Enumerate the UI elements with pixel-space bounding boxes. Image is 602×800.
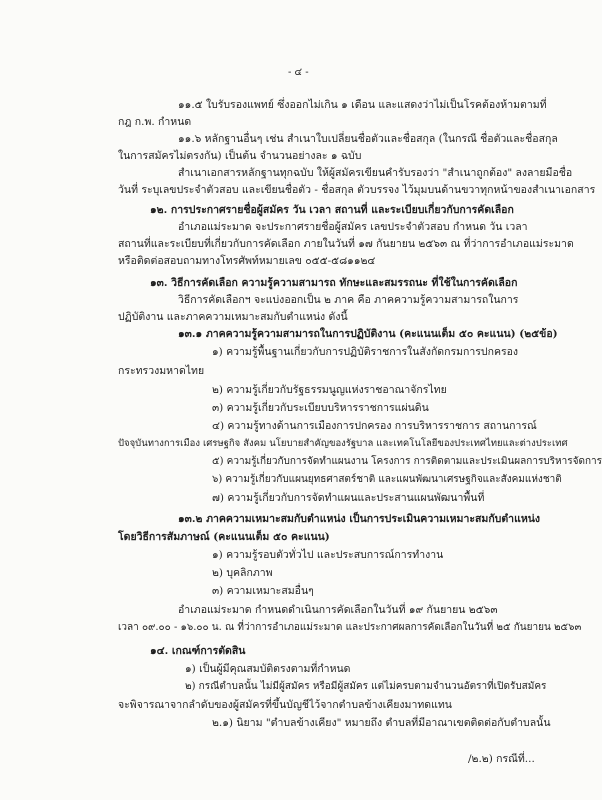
section-12-body-line1: อำเภอแม่ระมาด จะประกาศรายชื่อผู้สมัคร เลขประจำตัวสอบ กำหนด วัน เวลา bbox=[178, 221, 528, 233]
part-13-2-heading-cont: โดยวิธีการสัมภาษณ์ (คะแนนเต็ม ๕๐ คะแนน) bbox=[118, 531, 330, 543]
item-11-5-line2: กฎ ก.พ. กำหนด bbox=[118, 116, 192, 128]
continuation-note: /๒.๒) กรณีที่... bbox=[468, 753, 535, 765]
item-11-5-line1: ๑๑.๕ ใบรับรองแพทย์ ซึ่งออกไม่เกิน ๑ เดือน และแสดงว่าไม่เป็นโรคต้องห้ามตามที่ bbox=[178, 99, 547, 111]
section-13-heading: ๑๓. วิธีการคัดเลือก ความรู้ความสามารถ ทักษะและสมรรถนะ ที่ใช้ในการคัดเลือก bbox=[150, 277, 518, 289]
part-13-2-item-3: ๓) ความเหมาะสมอื่นๆ bbox=[212, 585, 314, 597]
part-13-1-item-4: ๔) ความรู้ทางด้านการเมืองการปกครอง การบริหารราชการ สถานการณ์ bbox=[212, 420, 537, 432]
section-14-item-2-cont: จะพิจารณาจากลำดับของผู้สมัครที่ขึ้นบัญชีไว้จากตำบลข้างเคียงมาทดแทน bbox=[118, 699, 452, 711]
part-13-1-item-2: ๒) ความรู้เกี่ยวกับรัฐธรรมนูญแห่งราชอาณาจักรไทย bbox=[212, 384, 447, 396]
item-11-6-line2: ในการสมัครไม่ตรงกัน) เป็นต้น จำนวนอย่างละ ๑ ฉบับ bbox=[118, 150, 362, 162]
section-14-heading: ๑๔. เกณฑ์การตัดสิน bbox=[150, 645, 246, 657]
part-13-1-item-7: ๗) ความรู้เกี่ยวกับการจัดทำแผนและประสานแผนพัฒนาพื้นที่ bbox=[212, 492, 485, 504]
part-13-1-item-5: ๕) ความรู้เกี่ยวกับการจัดทำแผนงาน โครงการ การติดตามและประเมินผลการบริหารจัดการ bbox=[212, 456, 602, 467]
section-14-item-2-1: ๒.๑) นิยาม "ตำบลข้างเคียง" หมายถึง ตำบลที่มีอาณาเขตติดต่อกับตำบลนั้น bbox=[212, 717, 551, 729]
section-14-item-2: ๒) กรณีตำบลนั้น ไม่มีผู้สมัคร หรือมีผู้สมัคร แต่ไม่ครบตามจำนวนอัตราที่เปิดรับสมัคร bbox=[185, 681, 547, 692]
part-13-1-item-1-cont: กระทรวงมหาดไทย bbox=[118, 365, 205, 377]
section-13-intro-line2: ปฏิบัติงาน และภาคความเหมาะสมกับตำแหน่ง ดังนี้ bbox=[118, 311, 348, 323]
section-14-item-1: ๑) เป็นผู้มีคุณสมบัติตรงตามที่กำหนด bbox=[185, 663, 351, 675]
part-13-1-item-4-cont: ปัจจุบันทางการเมือง เศรษฐกิจ สังคม นโยบายสำคัญของรัฐบาล และเทคโนโลยีของประเทศไทยและต่างประเทศ bbox=[118, 438, 568, 449]
section-13-intro-line1: วิธีการคัดเลือกฯ จะแบ่งออกเป็น ๒ ภาค คือ ภาคความรู้ความสามารถในการ bbox=[178, 294, 519, 306]
section-12-body-line2: สถานที่และระเบียบที่เกี่ยวกับการคัดเลือก ภายในวันที่ ๑๗ กันยายน ๒๕๖๓ ณ ที่ว่าการอำเภอแม่ระมาด bbox=[118, 238, 574, 250]
schedule-line2: เวลา ๐๙.๐๐ - ๑๖.๐๐ น. ณ ที่ว่าการอำเภอแม่ระมาด และประกาศผลการคัดเลือกในวันที่ ๒๕ กันยายน ๒๕๖๓ bbox=[118, 622, 582, 633]
part-13-2-item-2: ๒) บุคลิกภาพ bbox=[212, 567, 273, 579]
part-13-2-heading: ๑๓.๒ ภาคความเหมาะสมกับตำแหน่ง เป็นการประเมินความเหมาะสมกับตำแหน่ง bbox=[178, 513, 541, 525]
item-11-6-line1: ๑๑.๖ หลักฐานอื่นๆ เช่น สำเนาใบเปลี่ยนชื่อตัวและชื่อสกุล (ในกรณี ชื่อตัวและชื่อสกุล bbox=[178, 133, 558, 145]
page-number: - ๔ - bbox=[288, 67, 309, 78]
part-13-1-item-1: ๑) ความรู้พื้นฐานเกี่ยวกับการปฏิบัติราชการในสังกัดกรมการปกครอง bbox=[212, 346, 519, 358]
part-13-1-heading: ๑๓.๑ ภาคความรู้ความสามารถในการปฏิบัติงาน (คะแนนเต็ม ๕๐ คะแนน) (๒๕ข้อ) bbox=[178, 328, 558, 340]
section-12-heading: ๑๒. การประกาศรายชื่อผู้สมัคร วัน เวลา สถานที่ และระเบียบเกี่ยวกับการคัดเลือก bbox=[150, 204, 514, 216]
part-13-1-item-6: ๖) ความรู้เกี่ยวกับแผนยุทธศาสตร์ชาติ และแผนพัฒนาเศรษฐกิจและสังคมแห่งชาติ bbox=[212, 474, 562, 485]
copy-note-line2: วันที่ ระบุเลขประจำตัวสอบ และเขียนชื่อตัว - ชื่อสกุล ตัวบรรจง ไว้มุมบนด้านขวาทุกหน้าของสำเนาเอกสาร bbox=[118, 184, 596, 196]
copy-note-line1: สำเนาเอกสารหลักฐานทุกฉบับ ให้ผู้สมัครเขียนคำรับรองว่า "สำเนาถูกต้อง" ลงลายมือชื่อ bbox=[178, 167, 573, 179]
schedule-line1: อำเภอแม่ระมาด กำหนดดำเนินการคัดเลือกในวันที่ ๑๙ กันยายน ๒๕๖๓ bbox=[178, 604, 498, 616]
part-13-1-item-3: ๓) ความรู้เกี่ยวกับระเบียบบริหารราชการแผ่นดิน bbox=[212, 402, 429, 414]
part-13-2-item-1: ๑) ความรู้รอบตัวทั่วไป และประสบการณ์การทำงาน bbox=[212, 549, 444, 561]
section-12-body-line3: หรือติดต่อสอบถามทางโทรศัพท์หมายเลข ๐๕๕-๕๘๑๑๒๔ bbox=[118, 255, 376, 267]
